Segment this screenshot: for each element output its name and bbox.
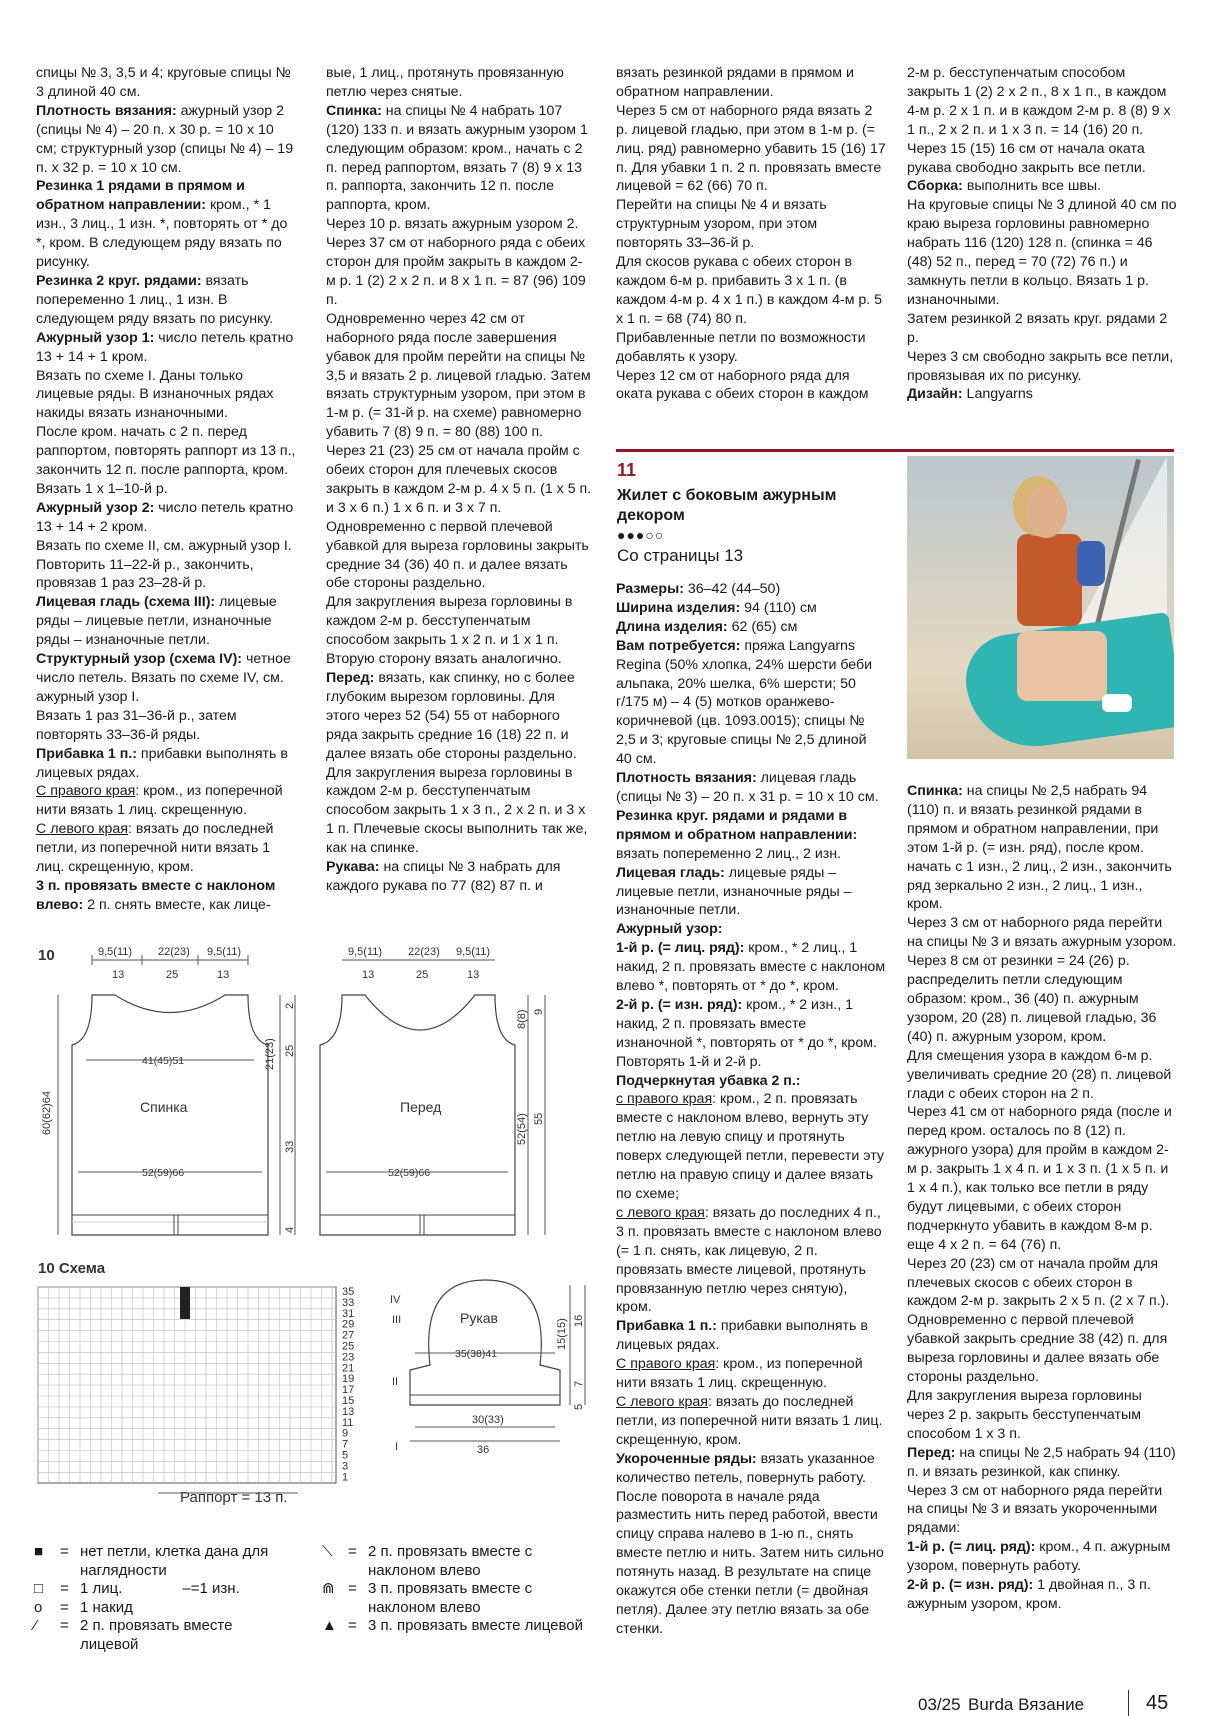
paragraph xyxy=(907,1444,1177,1482)
text: Через 8 см от резинки = 24 (26) р. распределить петли следующим образом: кром., 36 (40) п. ажурным узором, 20 (28) п. лицевой гладью, 36 (40) п. ажурным узором, кром. xyxy=(907,953,1157,1045)
text: Для закругления выреза горловины в каждом 2-м р. бесступенчатым способом закрыть 1 х 2 п. и 1 х 1 п. Вторую сторону вязать аналогично. xyxy=(326,594,573,668)
svg-text:IV: IV xyxy=(390,1294,401,1306)
text: Вязать 1 раз 31–36-й р., затем повторять 33–36-й ряды. xyxy=(36,707,237,743)
legend-symbol-icon: – xyxy=(182,1580,191,1597)
legend-text: 2 п. провязать вместе с наклоном влево xyxy=(368,1543,533,1579)
legend-text: 3 п. провязать вместе с наклоном влево xyxy=(368,1580,533,1616)
paragraph xyxy=(907,1482,1177,1539)
term: Ажурный узор 2: xyxy=(36,499,155,516)
text: Через 21 (23) 25 см от начала пройм с обеих сторон для плечевых скосов закрыть в каждом 2-м р. 4 х 5 п. (1 х 5 п. и 3 х 6 п.) 1 х 6 п. и 3 х 7 п. xyxy=(326,443,592,516)
text: на спицы № 4 набрать 107 (120) 133 п. и вязать ажурным узором 1 следующим образом: кром., начать с 2 п. перед раппортом, вязать 7 (8) 9 х 13 п. раппорта, закончить 12 п. после раппорта, кром. xyxy=(326,102,588,214)
svg-text:22(23): 22(23) xyxy=(408,946,440,958)
legend-item: o = 1 накид xyxy=(34,1598,133,1616)
paragraph xyxy=(907,1255,1177,1312)
paragraph xyxy=(616,1355,886,1393)
text: : вязать до последней петли, из поперечной нити вязать 1 лиц. скрещенную, кром. xyxy=(616,1393,883,1448)
text: Затем резинкой 2 вязать круг. рядами 2 р. xyxy=(907,310,1168,346)
text: на спицы № 2,5 набрать 94 (110) п. и вязать резинкой рядами в прямом и обратном направлении, при этом 1-й р. (= изн. ряд), после кром. начать с 1 изн., 2 лиц., 2 изн., закончить ряд зеркально 2 изн., 2 лиц., 1 изн., кром. xyxy=(907,783,1172,913)
term: Перед: xyxy=(326,670,375,686)
paragraph xyxy=(36,499,298,537)
text: Для закругления выреза горловины через 2 р. закрыть бесступенчатым способом 1 х 3 п. xyxy=(907,1388,1142,1442)
paragraph xyxy=(907,177,1177,196)
legend-symbol-icon: ⟍ xyxy=(322,1543,333,1560)
text: : вязать до последней петли, из поперечной нити вязать 1 лиц. скрещенную, кром. xyxy=(36,821,274,876)
front-piece xyxy=(320,995,515,1235)
text: Для смещения узора в каждом 6-м р. увеличивать средние 20 (28) п. лицевой глади с обеих сторон на 2 п. xyxy=(907,1047,1172,1102)
legend-item: ▲ = 3 п. провязать вместе лицевой xyxy=(322,1617,584,1634)
term: Укороченные ряды: xyxy=(616,1450,757,1467)
text: прибавки выполнять в лицевых рядах. xyxy=(36,745,288,781)
svg-text:7: 7 xyxy=(573,1380,585,1387)
paragraph xyxy=(616,580,886,599)
from-page: Со страницы 13 xyxy=(617,546,744,565)
paragraph xyxy=(326,64,592,102)
paragraph xyxy=(326,593,592,669)
text: четное число петель. Вязать по схеме IV, см. ажурный узор I. xyxy=(36,651,291,705)
paragraph xyxy=(326,310,592,442)
row-number: 21 xyxy=(342,1362,355,1375)
paragraph xyxy=(907,1576,1177,1614)
legend-item: ⟍ = 2 п. провязать вместе с наклоном влево xyxy=(322,1543,592,1580)
text: 36–42 (44–50) xyxy=(683,581,781,597)
paragraph xyxy=(36,707,298,745)
term: Резинка круг. рядами и рядами в прямом и обратном направлении: xyxy=(616,807,858,843)
text: Через 5 см от наборного ряда вязать 2 р. лицевой гладью, при этом в 1-м р. (= лиц. ряд) равномерно убавить 15 (16) 17 п. Для убавки 1 п. 2 п. провязать вместе лицевой = 62 (66) 70 п. xyxy=(616,102,886,195)
paragraph xyxy=(907,952,1177,1047)
text: число петель кратно 13 + 14 + 1 кром. xyxy=(36,329,294,365)
svg-text:35(38)41: 35(38)41 xyxy=(455,1348,498,1360)
legend-text: 2 п. провязать вместе лицевой xyxy=(80,1617,233,1653)
paragraph xyxy=(907,1311,1177,1387)
legend-text: 1 лиц. xyxy=(80,1580,123,1597)
svg-text:II: II xyxy=(392,1376,399,1388)
svg-text:13: 13 xyxy=(112,969,125,981)
svg-text:8(8): 8(8) xyxy=(516,1009,528,1029)
sleeve-piece xyxy=(410,1280,560,1405)
text: Через 20 (23) см от начала пройм для плечевых скосов с обеих сторон в каждом 2-м р. закрыть 2 х 5 п. (2 х 7 п.). xyxy=(907,1255,1170,1310)
paragraph xyxy=(36,745,298,783)
legend-text: 1 изн. xyxy=(199,1580,240,1597)
paragraph xyxy=(616,769,886,807)
svg-text:60(62)64: 60(62)64 xyxy=(41,1090,53,1135)
paragraph xyxy=(36,820,298,877)
paragraph xyxy=(616,1317,886,1355)
row-number: 3 xyxy=(342,1460,349,1473)
paragraph xyxy=(36,329,298,367)
paragraph xyxy=(36,537,298,594)
legend-item: ⁄ = 2 п. провязать вместе лицевой xyxy=(34,1617,294,1654)
row-number: 7 xyxy=(342,1438,349,1451)
text: ажурный узор 2 (спицы № 4) – 20 п. х 30 р. = 10 х 10 см; структурный узор (спицы № 4) – 19 п. х 32 р. = 10 х 10 см. xyxy=(36,102,294,176)
side-label: С правого края xyxy=(36,783,136,800)
row-number: 33 xyxy=(342,1296,355,1309)
row-number: 11 xyxy=(342,1416,354,1429)
paragraph xyxy=(616,864,886,921)
text: : кром., из поперечной нити вязать 1 лиц. скрещенную. xyxy=(616,1356,863,1392)
text: вые, 1 лиц., протянуть провязанную петлю через снятые. xyxy=(326,65,564,100)
rapport-label: Раппорт = 13 п. xyxy=(180,1489,288,1506)
term: Ширина изделия: xyxy=(616,599,741,616)
term: Резинка 1 рядами в прямом и обратном направлении: xyxy=(36,178,245,214)
paragraph xyxy=(36,64,298,102)
term: 1-й р. (= лиц. ряд): xyxy=(907,1539,1036,1556)
term: Вам потребуется: xyxy=(616,637,741,654)
side-label: С левого края xyxy=(36,821,128,838)
svg-text:13: 13 xyxy=(467,969,480,981)
svg-text:33: 33 xyxy=(284,1140,296,1153)
text: выполнить все швы. xyxy=(962,178,1102,195)
legend-item: ⋒ = 3 п. провязать вместе с наклоном влево xyxy=(322,1580,592,1617)
text: кром., * 2 лиц., 1 накид, 2 п. провязать вместе с наклоном влево *, повторять от * до *, кром. xyxy=(616,940,886,995)
row-number: 23 xyxy=(342,1351,355,1364)
text: Через 3 см от наборного ряда перейти на спицы № 3 и вязать ажурным узором. xyxy=(907,915,1177,951)
paragraph xyxy=(36,177,298,272)
paragraph xyxy=(326,518,592,594)
paragraph xyxy=(616,1450,886,1639)
svg-text:2: 2 xyxy=(284,1002,296,1009)
text: 1 двойная п., 3 п. ажурным узором, кром. xyxy=(907,1577,1151,1612)
paragraph xyxy=(907,64,1177,177)
text: на спицы № 2,5 набрать 94 (110) п. и вязать резинкой, как спинку. xyxy=(907,1444,1176,1480)
paragraph xyxy=(326,102,592,215)
row-number: 17 xyxy=(342,1384,355,1397)
term: 2-й р. (= изн. ряд): xyxy=(907,1577,1034,1594)
term: Перед: xyxy=(907,1444,956,1461)
text: : вязать до последних 4 п., 3 п. провязать вместе с наклоном влево (= 1 п. снять, как лицевую, 2 п. провязать вместе лицевой, протянуть провязанную петлю через снятую), кром. xyxy=(616,1204,882,1316)
legend-text: 1 накид xyxy=(80,1598,133,1616)
project-number: 11 xyxy=(617,460,637,480)
svg-text:55: 55 xyxy=(533,1112,545,1125)
paragraph xyxy=(36,877,298,915)
text: вязать указанное количество петель, повернуть работу. После поворота в начале ряда разместить нить перед работой, ввести спицу справа налево в 1-ю п., снять вместе петлю и нить. Затем нить сильно потянуть назад. В результате на спице окажутся обе стенки петли (= двойная петля). Далее эту петлю вязать за обе стенки. xyxy=(616,1450,884,1637)
project-details xyxy=(616,580,886,1639)
column-1 xyxy=(36,64,298,915)
svg-text:25: 25 xyxy=(284,1044,296,1057)
text: Для закругления выреза горловины в каждом 2-м р. бесступенчатым способом закрыть 1 х 3 п., 2 х 2 п. и 3 х 1 п. Плечевые скосы выполнить так же, как на спинке. xyxy=(326,764,588,857)
column-4 xyxy=(907,64,1177,404)
footer-brand: Burda Вязание xyxy=(968,1695,1085,1714)
paragraph xyxy=(907,1103,1177,1254)
paragraph xyxy=(36,423,298,499)
text: 94 (110) см xyxy=(740,599,817,616)
section-divider xyxy=(616,449,1174,452)
text: Через 3 см свободно закрыть все петли, провязывая их по рисунку. xyxy=(907,348,1174,384)
paragraph xyxy=(616,618,886,637)
text: Одновременно через 42 см от наборного ряда после завершения убавок для пройм перейти на спицы № 3,5 и вязать 2 р. лицевой гладью. Затем вязать структурным узором, при этом в 1-м р. (= 31-й р. на схеме) равномерно убавить 7 (8) 9 п. = 80 (88) 100 п. xyxy=(326,310,591,441)
text: вязать попеременно 2 лиц., 2 изн. xyxy=(616,845,842,862)
text: После кром. начать с 2 п. перед раппортом, повторять раппорт из 13 п., закончить 12 п. после раппорта, кром. Вязать 1 х 1–10-й р. xyxy=(36,424,296,497)
paragraph xyxy=(36,367,298,424)
text: пряжа Langyarns Regina (50% хлопка, 24% шерсти беби альпака, 20% шелка, 6% шерсти; 50 г/175 м) – 4 (5) мотков оранжево-коричневой (цв. 1093.0015); спицы № 2,5 и 3; круговые спицы № 2,5 длиной 40 см. xyxy=(616,637,873,768)
difficulty-rating: ●●●○○ xyxy=(617,527,665,543)
svg-text:Перед: Перед xyxy=(400,1099,442,1115)
text: Перейти на спицы № 4 и вязать структурным узором, при этом повторять 33–36-й р. xyxy=(616,197,827,252)
text: вязать резинкой рядами в прямом и обратном направлении. xyxy=(616,65,854,100)
svg-text:25: 25 xyxy=(416,969,429,981)
svg-text:5: 5 xyxy=(573,1403,585,1410)
paragraph xyxy=(616,807,886,864)
paragraph xyxy=(907,1387,1177,1444)
text: спицы № 3, 3,5 и 4; круговые спицы № 3 длиной 40 см. xyxy=(36,65,291,100)
text: : кром., из поперечной нити вязать 1 лиц. скрещенную. xyxy=(36,783,283,819)
text: вязать, как спинку, но с более глубоким вырезом горловины. Для этого через 52 (54) 55 от наборного ряда закрыть средние 16 (18) 22 п. и далее вязать обе стороны раздельно. xyxy=(326,670,577,762)
row-number: 9 xyxy=(342,1427,349,1440)
term: Структурный узор (схема IV): xyxy=(36,651,243,668)
paragraph xyxy=(907,1047,1177,1104)
row-number: 29 xyxy=(342,1318,355,1331)
term: Спинка: xyxy=(326,102,382,119)
paragraph xyxy=(616,939,886,996)
paragraph xyxy=(36,650,298,707)
svg-text:41(45)51: 41(45)51 xyxy=(142,1055,185,1067)
paragraph xyxy=(616,996,886,1072)
paragraph xyxy=(36,272,298,329)
paragraph xyxy=(36,782,298,820)
text: Прибавленные петли по возможности добавлять к узору. xyxy=(616,329,866,365)
side-label: с левого края xyxy=(616,1204,705,1221)
paragraph xyxy=(616,920,886,939)
text: Через 3 см от наборного ряда перейти на спицы № 3 и вязать укороченными рядами: xyxy=(907,1482,1163,1537)
svg-text:9,5(11): 9,5(11) xyxy=(348,946,383,958)
paragraph xyxy=(616,196,886,253)
legend-symbol-icon: ▲ xyxy=(322,1617,337,1634)
paragraph xyxy=(326,215,592,310)
paragraph xyxy=(616,102,886,197)
footer-issue: 03/25 xyxy=(918,1695,961,1714)
text: 2-м р. бесступенчатым способом закрыть 1 (2) 2 х 2 п., 8 х 1 п., в каждом 4-м р. 2 х 1 п. и в каждом 2-м р. 8 (8) 9 х 1 п., 2 х 2 п. и 1 х 3 п. = 14 (16) 20 п. Через 15 (15) 16 см от начала оката рукава свободно закрыть все петли. xyxy=(907,65,1171,176)
text: число петель кратно 13 + 14 + 2 кром. xyxy=(36,499,294,535)
paragraph xyxy=(907,310,1177,348)
project-title: Жилет с боковым ажурным декором xyxy=(617,487,837,524)
paragraph xyxy=(907,782,1177,914)
legend-item: □ = 1 лиц. – = 1 изн. xyxy=(34,1580,240,1597)
legend-symbol-icon: o xyxy=(34,1598,43,1616)
side-label: с правого края xyxy=(616,1091,713,1108)
row-number: 31 xyxy=(342,1307,355,1320)
text: Для скосов рукава с обеих сторон в каждом 6-м р. прибавить 3 х 1 п. (в каждом 4-м р. 4 х 1 п.) в каждом 4-м р. 5 х 1 п. = 68 (74) 80 п. xyxy=(616,254,883,327)
paragraph xyxy=(907,385,1177,404)
side-label: С левого края xyxy=(616,1393,708,1410)
legend-symbol-icon: ⋒ xyxy=(322,1580,335,1597)
paragraph xyxy=(616,1393,886,1450)
term: 2-й р. (= изн. ряд): xyxy=(616,996,743,1013)
svg-text:21(23): 21(23) xyxy=(264,1038,276,1070)
paragraph xyxy=(616,1204,886,1317)
svg-text:16: 16 xyxy=(573,1314,585,1327)
svg-text:9,5(11): 9,5(11) xyxy=(207,946,242,958)
legend-right xyxy=(322,1543,592,1636)
text: Langyarns xyxy=(962,386,1033,403)
term: Спинка: xyxy=(907,783,963,799)
paragraph xyxy=(616,367,886,405)
text: Через 12 см от наборного ряда для оката рукава с обеих сторон в каждом xyxy=(616,367,869,403)
term: Плотность вязания: xyxy=(616,770,757,787)
term: Рукава: xyxy=(326,859,380,876)
stitch-chart xyxy=(38,1287,336,1483)
svg-text:15(15): 15(15) xyxy=(556,1318,568,1350)
text: прибавки выполнять в лицевых рядах. xyxy=(616,1318,868,1354)
paragraph xyxy=(907,914,1177,952)
text: Вязать по схеме II, см. ажурный узор I. Повторить 11–22-й р., закончить, провязав 1 раз 23–28-й р. xyxy=(36,537,292,592)
text: 62 (65) см xyxy=(727,618,798,635)
term: Прибавка 1 п.: xyxy=(36,745,137,762)
legend-left xyxy=(34,1543,294,1654)
svg-text:9,5(11): 9,5(11) xyxy=(456,946,491,958)
paragraph xyxy=(616,1090,886,1203)
model-photo xyxy=(907,456,1174,759)
legend-text: нет петли, клетка дана для наглядности xyxy=(80,1543,269,1579)
text: Вязать по схеме I. Даны только лицевые ряды. В изнаночных рядах накиды вязать изнаночными. xyxy=(36,367,274,422)
svg-text:9,5(11): 9,5(11) xyxy=(98,946,133,958)
figure-number: 10 xyxy=(38,947,55,964)
legend-symbol-icon: ⁄ xyxy=(34,1617,37,1634)
legend-text: 3 п. провязать вместе лицевой xyxy=(368,1617,584,1634)
svg-text:36: 36 xyxy=(477,1444,490,1456)
legend-symbol-icon: ■ xyxy=(34,1543,44,1560)
text: На круговые спицы № 3 длиной 40 см по краю выреза горловины равномерно набрать 116 (120) 128 п. (спинка = 46 (48) 52 п., перед = 70 (72) 76 п.) и замкнуть петли в кольцо. Вязать 1 р. изнаночными. xyxy=(907,197,1177,308)
paragraph xyxy=(616,1072,886,1091)
row-number: 1 xyxy=(342,1471,349,1484)
term: Лицевая гладь (схема III): xyxy=(36,594,216,611)
svg-text:52(59)66: 52(59)66 xyxy=(388,1167,431,1179)
row-number: 27 xyxy=(342,1329,355,1342)
svg-text:52(59)66: 52(59)66 xyxy=(142,1167,185,1179)
svg-text:30(33): 30(33) xyxy=(472,1414,504,1426)
paragraph xyxy=(907,1538,1177,1576)
row-number: 15 xyxy=(342,1395,355,1407)
legend-symbol-icon: □ xyxy=(34,1580,44,1597)
paragraph xyxy=(326,442,592,518)
term: Ажурный узор: xyxy=(616,921,723,938)
row-number: 19 xyxy=(342,1373,355,1386)
svg-text:13: 13 xyxy=(362,969,375,981)
project-instructions xyxy=(907,782,1177,1614)
svg-text:III: III xyxy=(392,1314,402,1326)
term: Подчеркнутая убавка 2 п.: xyxy=(616,1072,801,1089)
term: Ажурный узор 1: xyxy=(36,329,155,346)
page-number: 45 xyxy=(1146,1692,1169,1714)
text: Через 41 см от наборного ряда (после и перед кром. осталось по 8 (12) п. ажурного узора) для пройм в каждом 2-м р. закрыть 1 х 4 п. и 1 х 3 п. (1 х 5 п. и 1 х 4 п.), как только все петли в ряду будут лицевыми, с обеих сторон подчеркнуто убавить в каждом 8-м р. еще 4 х 2 п. = 64 (76) п. xyxy=(907,1104,1172,1253)
text: лицевые ряды – лицевые петли, изнаночные ряды – изнаночные петли. xyxy=(36,594,277,649)
text: лицевые ряды – лицевые петли, изнаночные ряды – изнаночные петли. xyxy=(616,864,852,919)
paragraph xyxy=(907,196,1177,309)
column-3 xyxy=(616,64,886,404)
term: 3 п. провязать вместе с наклоном влево: xyxy=(36,877,276,913)
svg-text:25: 25 xyxy=(166,969,179,981)
svg-text:9: 9 xyxy=(533,1008,545,1015)
paragraph xyxy=(616,64,886,102)
text: кром., * 2 изн., 1 накид, 2 п. провязать вместе изнаночной *, повторять от * до *, кром. Повторять 1-й и 2-й р. xyxy=(616,996,877,1070)
svg-text:Спинка: Спинка xyxy=(140,1099,188,1115)
text: Одновременно с первой плечевой убавкой для выреза горловины закрыть средние 34 (36) 40 п. и далее вязать обе стороны раздельно. xyxy=(326,518,589,592)
term: Прибавка 1 п.: xyxy=(616,1318,717,1335)
paragraph xyxy=(616,329,886,367)
legend-item: ■ = нет петли, клетка дана для наглядности xyxy=(34,1543,294,1580)
svg-text:52(54): 52(54) xyxy=(516,1113,528,1145)
text: 2 п. снять вместе, как лице- xyxy=(83,896,271,913)
text: кром., * 1 изн., 3 лиц., 1 изн. *, повторять от * до *, кром. В следующем ряду вязать по рисунку. xyxy=(36,197,288,271)
term: Длина изделия: xyxy=(616,618,728,635)
paragraph xyxy=(907,348,1177,386)
text: Одновременно с первой плечевой убавкой закрыть средние 38 (42) п. для выреза горловины и далее вязать обе стороны раздельно. xyxy=(907,1312,1168,1386)
paragraph xyxy=(36,593,298,650)
text: вязать попеременно 1 лиц., 1 изн. В следующем ряду вязать по рисунку. xyxy=(36,272,274,327)
term: 1-й р. (= лиц. ряд): xyxy=(616,940,745,957)
svg-text:22(23): 22(23) xyxy=(158,946,190,958)
term: Лицевая гладь: xyxy=(616,864,725,881)
text: : кром., 2 п. провязать вместе с наклоном влево, вернуть эту петлю на левую спицу и протянуть поверх следующей петли, перевести эту петлю на правую спицу и далее вязать по схеме; xyxy=(616,1091,884,1202)
column-2 xyxy=(326,64,592,896)
side-label: С правого края xyxy=(616,1356,716,1373)
paragraph xyxy=(616,637,886,769)
text: на спицы № 3 набрать для каждого рукава по 77 (82) 87 п. и xyxy=(326,859,561,894)
svg-text:Рукав: Рукав xyxy=(460,1310,498,1326)
paragraph xyxy=(326,764,592,859)
footer-separator xyxy=(1128,1690,1129,1716)
text: Через 10 р. вязать ажурным узором 2. Через 37 см от наборного ряда с обеих сторон для пройм закрыть в каждом 2-м р. 1 (2) 2 х 2 п. и 8 х 1 п. = 87 (96) 109 п. xyxy=(326,216,586,308)
term: Сборка: xyxy=(907,178,963,195)
row-number: 25 xyxy=(342,1340,355,1353)
scheme-title: 10 Схема xyxy=(38,1260,106,1277)
svg-text:13: 13 xyxy=(217,969,230,981)
svg-text:4: 4 xyxy=(284,1226,296,1233)
row-number: 35 xyxy=(342,1286,355,1298)
paragraph xyxy=(616,253,886,329)
paragraph xyxy=(616,599,886,618)
term: Дизайн: xyxy=(907,386,963,403)
row-number: 5 xyxy=(342,1449,349,1462)
svg-text:I: I xyxy=(395,1441,399,1453)
paragraph xyxy=(326,858,592,896)
term: Резинка 2 круг. рядами: xyxy=(36,272,202,289)
paragraph xyxy=(326,669,592,764)
row-number: 13 xyxy=(342,1405,355,1418)
term: Плотность вязания: xyxy=(36,102,177,119)
term: Размеры: xyxy=(616,581,684,597)
text: кром., 4 п. ажурным узором, повернуть работу. xyxy=(907,1539,1171,1575)
paragraph xyxy=(36,102,298,178)
back-piece xyxy=(72,995,268,1235)
text: лицевая гладь (спицы № 3) – 20 п. х 31 р. = 10 х 10 см. xyxy=(616,770,879,805)
